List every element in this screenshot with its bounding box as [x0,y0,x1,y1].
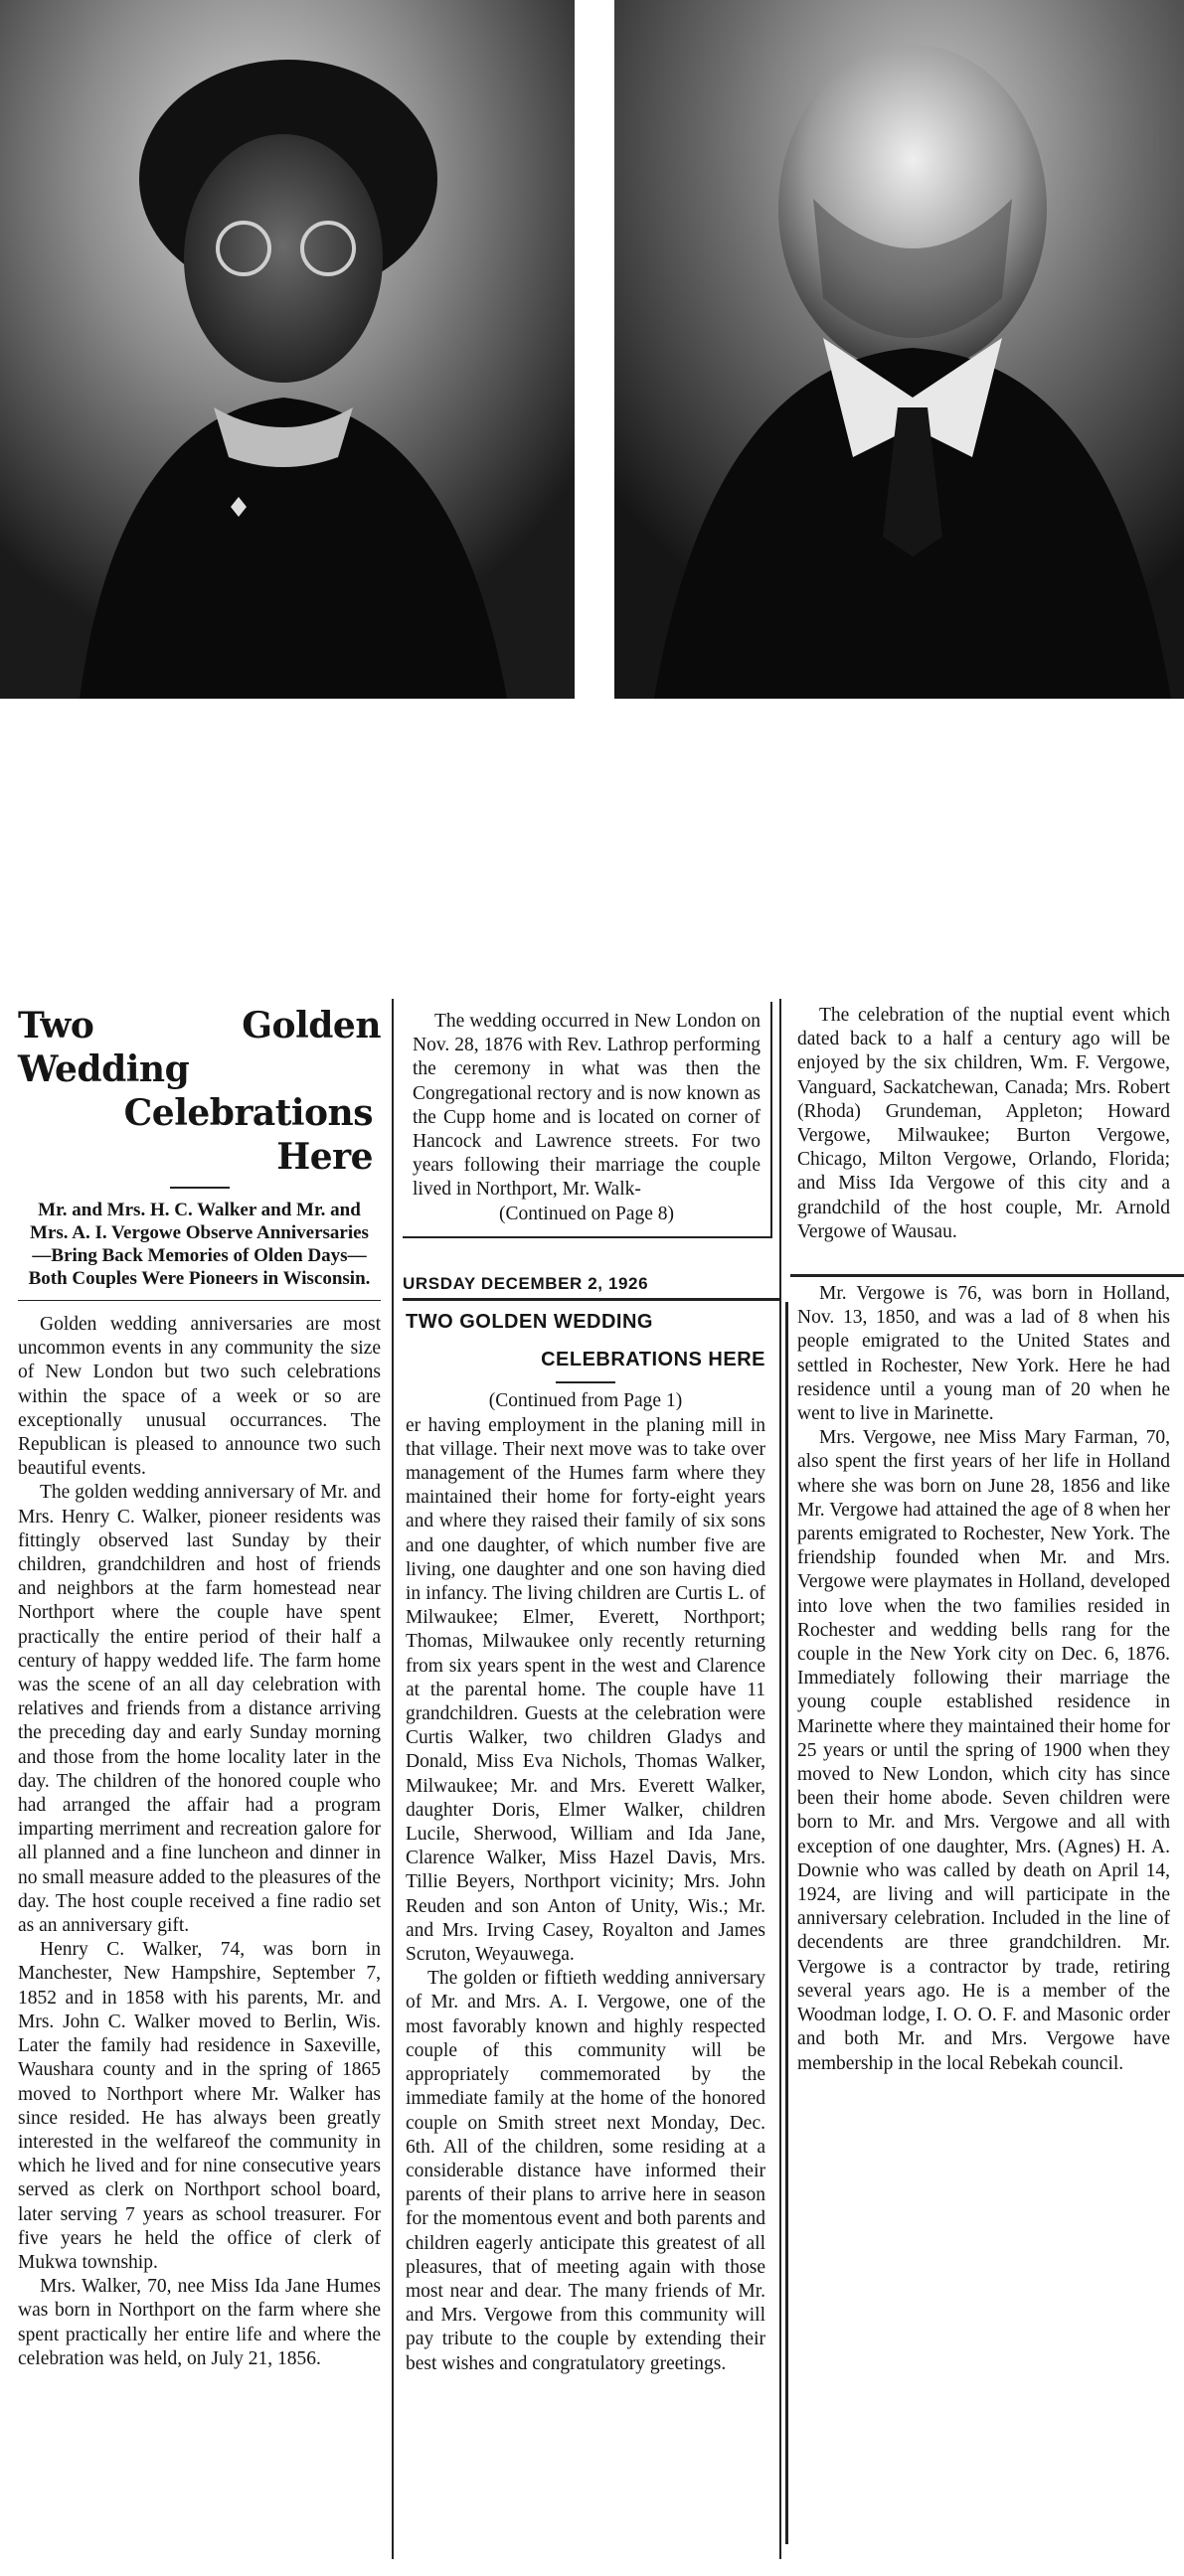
continued-note: (Continued on Page 8) [498,1203,674,1224]
subhead: Mr. and Mrs. H. C. Walker and Mr. and Mrs. A. I. Vergowe Observe Anniversaries—Bring Back Memories of Olden Days—Both Couples Were Pioneers in Wisconsin. [28,1200,371,1289]
paragraph: Mrs. Vergowe, nee Miss Mary Farman, 70, also spent the first years of her life in Holland where she was born on June 28, 1856 and like Mr. Vergowe had attained the age of 8 when her parents emigrated to Rochester, New York. The friendship founded when Mr. and Mrs. Vergowe were playmates in Holland, developed into love when the two families resided in Rochester and wedding bells rang for the couple in the New York city on Dec. 6, 1876. Immediately following their marriage the young couple established residence in Marinette where they maintained their home for 25 years or until the spring of 1900 when they moved to New London, which city has since been their home abode. Seven children were born to Mr. and Mrs. Vergowe and all with exception of one daughter, Mrs. (Agnes) H. A. Downie who was called by death on April 14, 1924, are living and will participate in the anniversary celebration. Included in the line of decendents are three grandchildren. Mr. Vergowe is a contractor by trade, retiring several years ago. He is a member of the Woodman lodge, I. O. O. F. and Masonic order and both Mr. and Mrs. Vergowe have membership in the local Rebekah council. [797,1427,1170,2074]
dateline-rule [403,1298,780,1301]
continued-from: (Continued from Page 1) [488,1390,683,1412]
subhead-rule [18,1300,381,1301]
column-rule-2 [779,999,781,2559]
section-head-line-1: TWO GOLDEN WEDDING [406,1311,653,1333]
paragraph: Mr. Vergowe is 76, was born in Holland, Nov. 13, 1850, and was a lad of 8 when his people emigrated to the United States and settled in Rochester, New York. Here he had residence until a young man of 20 when he went to live in Marinette. [797,1283,1170,1425]
portrait-woman-image [0,0,575,699]
paragraph: Henry C. Walker, 74, was born in Manchester, New Hampshire, September 7, 1852 and in 1858 with his parents, Mr. and Mrs. John C. Walker moved to Berlin, Wis. Later the family had residence in Saxeville, Waushara county and in the spring of 1865 moved to Northport where Mr. Walker has since resided. He has always been greatly interested in the welfareof the community in which he lived and for nine consecutive years served as clerk on Northport school board, later serving 7 years as school treasurer. For five years he held the office of clerk of Mukwa township. [18,1939,381,2273]
continuation-box [403,1002,772,1238]
portrait-photo-right [614,0,1184,699]
headline-rule [170,1187,230,1189]
portrait-photo-left [0,0,575,699]
paragraph: Golden wedding anniversaries are most uncommon events in any community the size of New London but two such celebrations within the space of a week or so are exceptionally unusual occurrances. The Republican is pleased to announce two such beautiful events. [18,1314,381,1480]
paragraph: The golden wedding anniversary of Mr. and Mrs. Henry C. Walker, pioneer residents was fittingly observed last Sunday by their children, grandchildren and host of friends and neighbors at the farm homestead near Northport where the couple have spent practically the entire period of their half a century of happy wedded life. The farm home was the scene of an all day celebration with relatives and friends from a distance arriving the preceding day and early Sunday morning and those from the home locality later in the day. The children of the honored couple who had arranged the affair had a program imparting merriment and recreation galore for all planned and a fine luncheon and dinner in no small measure added to the pleasures of the day. The host couple received a fine radio set as an anniversary gift. [18,1482,381,1937]
headline-line-2: Celebrations Here [123,1092,373,1178]
column-1 [18,1004,381,2371]
section-head-line-2: CELEBRATIONS HERE [541,1349,765,1371]
column-3-top [797,1004,1170,1244]
headline-line-1: Two Golden Wedding [18,1005,381,1090]
section-head-rule [556,1381,615,1383]
paragraph: er having employment in the planing mill in that village. Their next move was to take over management of the Humes farm where they maintained their home for forty-eight years and where they raised their family of six sons and one daughter, of which number five are living, one daughter and one son having died in infancy. The living children are Curtis L. of Milwaukee; Elmer, Everett, Northport; Thomas, Milwaukee only recently returning from six years spent in the west and Clarence at the parental home. The couple have 11 grandchildren. Guests at the celebration were Curtis Walker, two children Gladys and Donald, Miss Eva Nichols, Thomas Walker, Milwaukee; Mr. and Mrs. Everett Walker, daughter Doris, Elmer Walker, children Lucile, Sherwood, William and Ida Jane, Clarence Walker, Miss Hazel Davis, Mrs. Tillie Beyers, Northport vicinity; Mrs. John Reuden and son Anton of Unity, Wis.; Mr. and Mrs. Irving Casey, Royalton and James Scruton, Weyauwega. [406,1414,765,1966]
column-2 [406,1310,765,2376]
paragraph: Mrs. Walker, 70, nee Miss Ida Jane Humes was born in Northport on the farm where she spent practically her entire life and where the celebration was held, on July 21, 1856. [18,2276,381,2369]
column-rule-1 [392,999,394,2559]
column-3-rule [790,1274,1184,1277]
column-3 [797,1282,1170,2076]
portrait-man-image [614,0,1184,699]
paragraph: The celebration of the nuptial event which dated back to a half a century ago will be enjoyed by the six children, Wm. F. Vergowe, Vanguard, Sackatchewan, Canada; Mrs. Robert (Rhoda) Grundeman, Appleton; Howard Vergowe, Milwaukee; Burton Vergowe, Chicago, Milton Vergowe, Orlando, Florida; and Miss Ida Vergowe of this city and a grandchild of the host couple, Mr. Arnold Vergowe of Wausau. [797,1005,1170,1242]
dateline: URSDAY DECEMBER 2, 1926 [403,1274,649,1293]
paragraph: The wedding occurred in New London on Nov. 28, 1876 with Rev. Lathrop performing the ceremony in what was then the Congregational rectory and is now known as the Cupp home and is located on corner of Hancock and Lawrence streets. For two years following their marriage the couple lived in Northport, Mr. Walk- [413,1011,761,1201]
paragraph: The golden or fiftieth wedding anniversary of Mr. and Mrs. A. I. Vergowe, one of the most favorably known and highly respected couple of this community will be appropriately commemorated by the immediate family at the home of the honored couple on Smith street next Monday, Dec. 6th. All of the children, some residing at a considerable distance have informed their parents of their plans to arrive here in season for the momentous event and both parents and children eagerly anticipate this greatest of all pleasures, that of meeting again with those most near and dear. The many friends of Mr. and Mrs. Vergowe from this community will pay tribute to the couple by extending their best wishes and congratulatory greetings. [406,1968,765,2374]
column-rule-2b [785,1302,788,2544]
